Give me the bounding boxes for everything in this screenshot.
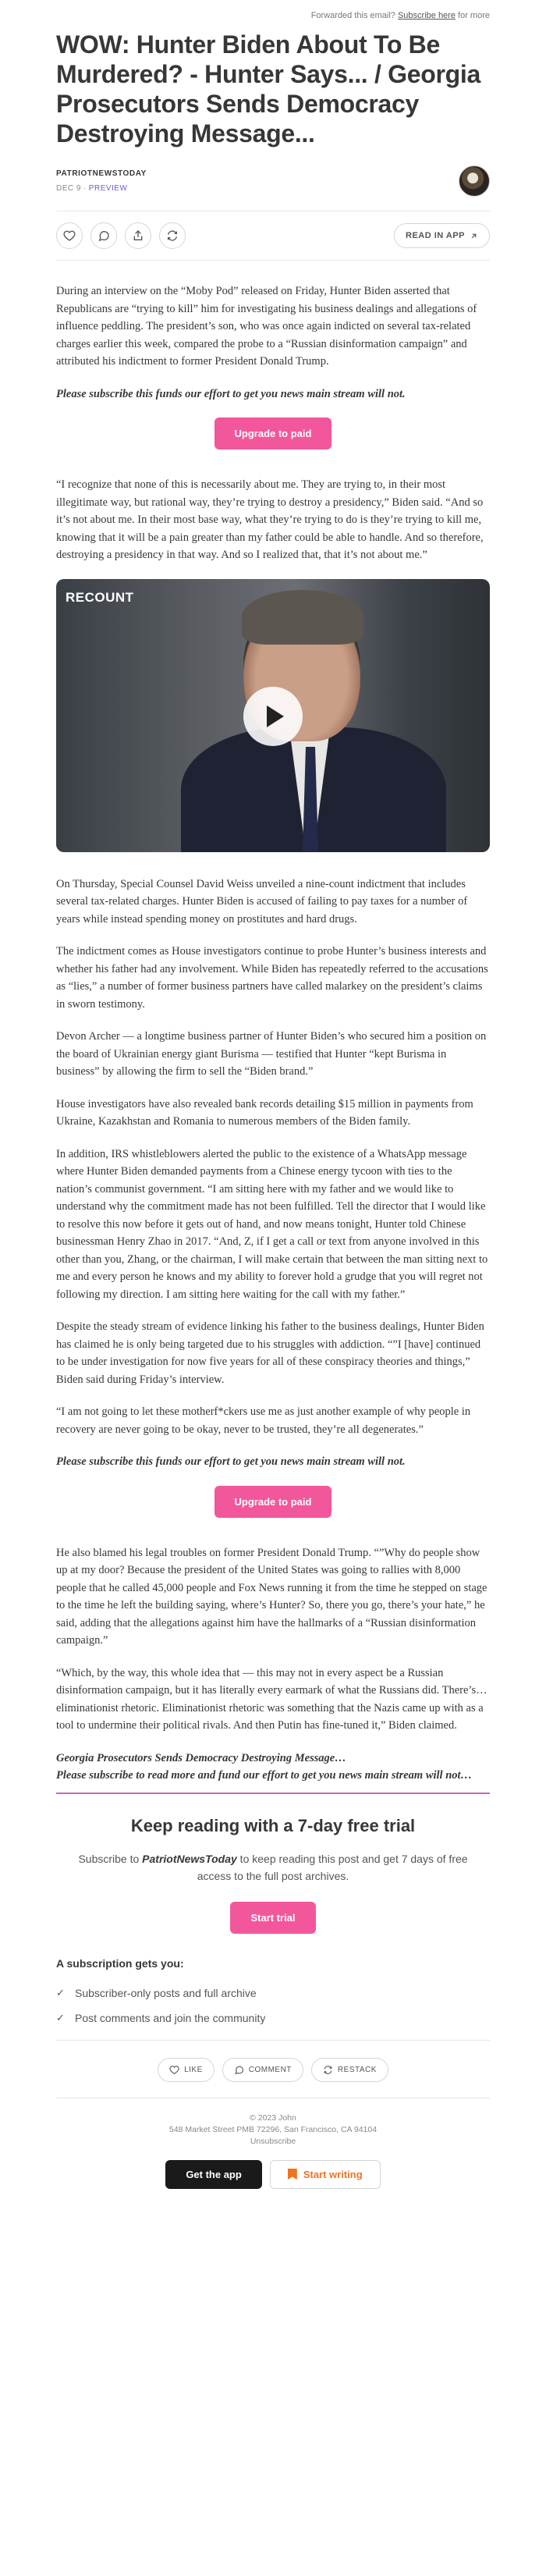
for-more-text: for more xyxy=(458,11,490,20)
paragraph: During an interview on the “Moby Pod” released on Friday, Hunter Biden asserted that Republicans are “trying to kill” him for investigating his business dealings and allegations of influence peddling. The president’s son, who was once again indicted on several tax-related charges earlier this week, compared the probe to a “Russian disinformation campaign” and attributed his indictment to former President Donald Trump. xyxy=(56,285,477,368)
video-embed[interactable] xyxy=(56,579,490,852)
benefit-item xyxy=(56,1987,490,1999)
check-icon: ✓ xyxy=(56,1986,65,1999)
subscribe-here-link[interactable]: Subscribe here xyxy=(397,11,456,20)
comment-button[interactable] xyxy=(90,222,117,249)
subscribe-note: Please subscribe this funds our effort to get you news main stream will not. xyxy=(56,1455,406,1468)
upgrade-to-paid-button[interactable]: Upgrade to paid xyxy=(214,417,332,449)
paywall-sub-before: Subscribe to xyxy=(78,1852,143,1865)
start-writing-label: Start writing xyxy=(303,2168,363,2180)
video-thumbnail-hair xyxy=(242,590,363,645)
copyright: © 2023 John xyxy=(250,2112,296,2123)
start-trial-button[interactable]: Start trial xyxy=(230,1902,315,1934)
subscribe-note: Please subscribe this funds our effort to get you news main stream will not. xyxy=(56,387,406,400)
like-button[interactable] xyxy=(56,222,83,249)
footer-actions xyxy=(56,2040,490,2082)
forwarded-bar xyxy=(56,0,490,25)
share-icon xyxy=(132,229,144,242)
unsubscribe-link[interactable]: Unsubscribe xyxy=(250,2136,296,2146)
upgrade-to-paid-button[interactable]: Upgrade to paid xyxy=(214,1486,332,1518)
footer-cta-row xyxy=(56,2160,490,2189)
preview-label: PREVIEW xyxy=(88,184,128,193)
paywall-publication: PatriotNewsToday xyxy=(142,1852,237,1865)
email-footer xyxy=(56,2098,490,2189)
paywall-section xyxy=(56,1816,490,2024)
footer-comment-button[interactable] xyxy=(222,2058,303,2082)
like-label: LIKE xyxy=(184,2065,203,2074)
post-date: DEC 9 xyxy=(56,184,81,193)
paywall-subtext xyxy=(78,1850,468,1885)
forwarded-text: Forwarded this email? xyxy=(310,11,395,20)
footer-like-button[interactable] xyxy=(158,2058,214,2082)
footer-restack-button[interactable] xyxy=(311,2058,388,2082)
paragraph: He also blamed his legal troubles on former President Donald Trump. “”Why do people show up at my door? Because the president of the United States was going to rallies with 8,000 people that he called 45,000 people and Fox News running it from the time he stepped on stage to the time he left the building saying, where’s Hunter? So, there you go, there’s your hate,” he said, adding that the allegations against him have the hallmarks of a “Russian disinformation campaign.” xyxy=(56,1546,488,1647)
benefit-item xyxy=(56,2012,490,2024)
recount-logo: RECOUNT xyxy=(66,589,134,605)
comment-icon xyxy=(234,2065,244,2075)
post-body xyxy=(56,282,490,1785)
closing-line-2: Please subscribe to read more and fund our effort to get you news main stream will not… xyxy=(56,1769,473,1782)
upgrade-button-wrap xyxy=(56,417,490,449)
restack-icon xyxy=(323,2065,333,2075)
substack-bookmark-icon xyxy=(288,2169,297,2180)
paragraph: “Which, by the way, this whole idea that — this may not in every aspect be a Russian disinformation campaign, but it has literally every earmark of what the Russians did. There’s…eliminationist rhetoric. Eliminationist rhetoric was something that the Nazis came up with as a tool to undermine their political rivals. And then Putin has fine-tuned it,” Biden claimed. xyxy=(56,1666,488,1732)
start-writing-button[interactable] xyxy=(270,2160,381,2189)
paragraph: “I recognize that none of this is necessarily about me. They are trying to, in their most illegitimate way, but rational way, they’re trying to destroy a presidency,” Biden said. “And so it’s not about me. In their most base way, what they’re trying to do is they’re trying to kill me, knowing that it will be a pain greater than my father could be able to handle. And so therefore, destroying a presidency in that way. And so I realized that, that it’s not about me.” xyxy=(56,478,484,561)
paragraph: “I am not going to let these motherf*ckers use me as just another example of why people in recovery are never going to be okay, never to be trusted, they’re all degenerates.” xyxy=(56,1405,471,1436)
post-action-icons xyxy=(56,222,186,249)
byline xyxy=(56,165,490,197)
upgrade-button-wrap xyxy=(56,1486,490,1518)
read-in-app-label: READ IN APP xyxy=(406,231,465,240)
paragraph: House investigators have also revealed bank records detailing $15 million in payments from Ukraine, Kazakhstan and Romania to numerous members of the Biden family. xyxy=(56,1097,473,1128)
meta-separator: ∙ xyxy=(83,184,87,193)
comment-icon xyxy=(98,229,110,242)
read-in-app-button[interactable] xyxy=(394,223,490,248)
paragraph: In addition, IRS whistleblowers alerted the public to the existence of a WhatsApp message where Hunter Biden demanded payments from a Chinese energy tycoon with ties to the nation’s communist government. “I am sitting here with my father and we would like to understand why the commitment made has not been fulfilled. Tell the director that I would like to resolve this now before it gets out of hand, and now means tonight, Hunter told Chinese businessman Henry Zhao in 2017. “And, Z, if I get a call or text from anyone involved in this other than you, Zhang, or the chairman, I will make certain that between the man sitting next to me and every person he knows and my ability to forever hold a grudge that you will regret not following my direction. I am sitting here waiting for the call with my father.” xyxy=(56,1147,488,1301)
benefit-label: Post comments and join the community xyxy=(75,2011,266,2024)
benefit-label: Subscriber-only posts and full archive xyxy=(75,1986,257,1999)
benefits-heading: A subscription gets you: xyxy=(56,1956,184,1970)
paragraph: The indictment comes as House investigators continue to probe Hunter’s business interests and whether his father had any involvement. While Biden has repeatedly referred to the accusations as “lies,” a number of former business partners have called malarkey on the president’s claims in sworn testimony. xyxy=(56,945,488,1011)
paywall-heading: Keep reading with a 7-day free trial xyxy=(130,1815,416,1835)
arrow-up-right-icon xyxy=(470,232,478,240)
comment-label: COMMENT xyxy=(248,2065,292,2074)
heart-icon xyxy=(63,229,76,242)
closing-line-1: Georgia Prosecutors Sends Democracy Destroying Message… xyxy=(56,1751,346,1764)
check-icon: ✓ xyxy=(56,2011,65,2023)
email-column xyxy=(56,0,490,2189)
publication-name[interactable]: PATRIOTNEWSTODAY xyxy=(56,169,147,178)
paragraph: Despite the steady stream of evidence linking his father to the business dealings, Hunter Biden has claimed he is only being targeted due to his struggles with addiction. “”I [have] continued to be under investigation for now five years for all of these conspiracy theories and things,” Biden said during Friday’s interview. xyxy=(56,1320,484,1386)
share-button[interactable] xyxy=(125,222,151,249)
publication-avatar[interactable] xyxy=(459,165,490,197)
restack-label: RESTACK xyxy=(337,2065,377,2074)
paragraph: Devon Archer — a longtime business partner of Hunter Biden’s who secured him a position on the board of Ukrainian energy giant Burisma — testified that Hunter “kept Burisma in business” by allowing the firm to sell the “Biden brand.” xyxy=(56,1030,487,1078)
paragraph: On Thursday, Special Counsel David Weiss unveiled a nine-count indictment that includes several tax-related charges. Hunter Biden is accused of failing to pay taxes for a number of years while instead spending money on prostitutes and hard drugs. xyxy=(56,877,468,926)
restack-button[interactable] xyxy=(159,222,186,249)
post-meta xyxy=(56,184,147,193)
restack-icon xyxy=(166,229,179,242)
play-icon[interactable] xyxy=(243,687,303,746)
closing-note xyxy=(56,1750,490,1785)
paywall-divider xyxy=(56,1793,490,1794)
start-trial-wrap xyxy=(56,1902,490,1934)
post-actions-bar xyxy=(56,211,490,261)
paywall-sub-after: to keep reading this post and get 7 days of free access to the full post archives. xyxy=(197,1852,468,1882)
heart-icon xyxy=(169,2065,179,2075)
get-the-app-button[interactable]: Get the app xyxy=(165,2160,262,2189)
address: 548 Market Street PMB 72296, San Francisco, CA 94104 xyxy=(168,2124,378,2134)
post-title[interactable]: WOW: Hunter Biden About To Be Murdered? - Hunter Says... / Georgia Prosecutors Sends Democracy Destroying Message... xyxy=(56,30,480,147)
